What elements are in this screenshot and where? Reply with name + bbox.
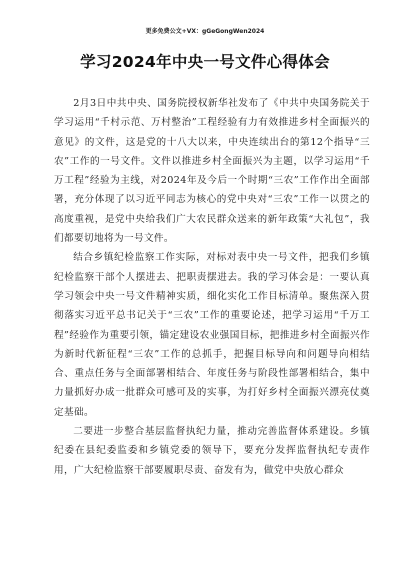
paragraph-1: 2月3日中共中央、国务院授权新华社发布了《中共中央国务院关于学习运用“千村示范、万村整治”工程经验有力有效推进乡村全面振兴的意见》的文件，这是党的十八大以来，中央连续出台的第12个指导“三农”工作的一号文件。文件以推进乡村全面振兴为主题，以学习运用“千万工程”经验为主线，对2024年及今后一个时期“三农”工作作出全面部署，充分体现了以习近平同志为核心的党中央对“三农”工作一以贯之的高度重视，是党中央给我们广大农民群众送来的新年政策“大礼包”，我们都要切地将为一号文件。 [54, 98, 370, 245]
paragraph-3: 二要进一步整合基层监督执纪力量，推动完善监督体系建设。乡镇纪委在县纪委监委和乡镇党委的领导下，要充分发挥监督执纪专责作用，广大纪检监察干部要履职尽责、奋发有为，做党中央放心群众 [54, 426, 370, 476]
header-note: 更多免费公文+VX：gGeGongWen2024 [145, 28, 265, 35]
document-body [54, 94, 370, 480]
document-title: 学习2024年中央一号文件心得体会 [80, 53, 330, 71]
paragraph-2: 结合乡镇纪检监察工作实际，对标对表中央一号文件，把我们乡镇纪检监察干部个人摆进去、把职责摆进去。我的学习体会是：一要认真学习领会中央一号文件精神实质，细化实化工作目标清单。聚焦深入贯彻落实习近平总书记关于“三农”工作的重要论述，把学习运用“千万工程”经验作为重要引领，锚定建设农业强国目标，把推进乡村全面振兴作为新时代新征程“三农”工作的总抓手，把握目标导向和问题导向相结合、重点任务与全面部署相结合、年度任务与阶段性部署相结合，集中力量抓好办成一批群众可感可及的实事，为打好乡村全面振兴漂亮仗奠定基础。 [54, 252, 370, 418]
